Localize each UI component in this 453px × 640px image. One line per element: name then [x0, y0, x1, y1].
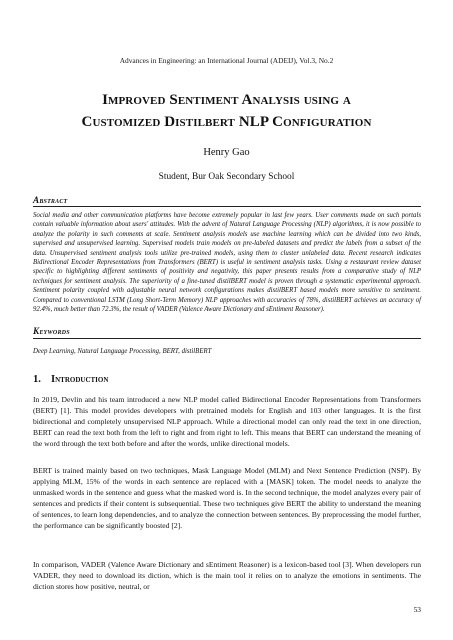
author-affiliation: Student, Bur Oak Secondary School — [158, 172, 295, 182]
paper-title — [30, 89, 423, 133]
abstract-text: Social media and other communication platforms have become extremely popular in last few years. User comments made on such portals contain valuable information about users' attitudes. With the advent of Natural Language Processing (NLP) algorithms, it is now possible to analyze the polarity in such comments at scale. Sentiment analysis models use machine learning which can be divided into two kinds, supervised and unsupervised learning. Supervised models train models on pre-labeled datasets and predict the labels from a subset of the data. Unsupervised sentiment analysis tools utilize pre-trained models, using them to cluster unlabeled data. Recent research indicates Bidirectional Encoder Representations from Transformers (BERT) is useful in sentiment analysis tasks. Using a restaurant review dataset specific to highlighting different sentiments of positivity and negativity, this paper presents results from a comparative study of NLP techniques for sentiment analysis. The superiority of a fine-tuned distilBERT model is proven through a systematic experimental approach. Sentiment polarity coupled with adjustable neural network configurations makes distilBERT based models more sensitive to sentiment. Compared to conventional LSTM (Long Short-Term Memory) NLP approaches with accuracies of 78%, distilBERT achieves an accuracy of 92.4%, much better than 72.3%, the result of VADER (Valence Aware Dictionary and sEntiment Reasoner). — [33, 212, 421, 314]
section-number: 1. — [33, 374, 41, 385]
author-name: Henry Gao — [203, 147, 250, 158]
abstract-heading: Abstract — [33, 195, 68, 205]
title-line-2: Customized Distilbert NLP Configuration — [81, 114, 372, 130]
keywords-heading: Keywords — [33, 326, 70, 336]
intro-paragraph-2: BERT is trained mainly based on two techniques, Mask Language Model (MLM) and Next Sentence Prediction (NSP). By applying MLM, 15% of the words in each sentence are replaced with a [MASK] token. The model needs to analyze the unmasked words in the sentence and guess what the masked word is. In the second technique, the model analyzes every pair of sentences and predicts if their content is subsequential. These two techniques give BERT the ability to understand the meaning of sentences, to learn long dependencies, and to analyze the connection between sentences. By preprocessing the model further, the performance can be significantly boosted [2]. — [33, 466, 421, 530]
intro-paragraph-1: In 2019, Devlin and his team introduced a new NLP model called Bidirectional Encoder Representations from Transformers (BERT) [1]. This model provides developers with pretrained models for English and 103 other languages. It is the first bidirectional and completely unsupervised NLP approach. While a directional model can only read the text in one direction, BERT can read the text both from the left to right and from right to left. This means that BERT can understand the meaning of the word through the text both before and after the words, unlike directional models. — [33, 395, 421, 448]
journal-header: Advances in Engineering: an International Journal (ADEIJ), Vol.3, No.2 — [119, 56, 334, 65]
section-title: Introduction — [51, 374, 109, 385]
page-number: 53 — [413, 605, 421, 614]
keywords-rule — [33, 338, 421, 339]
abstract-rule — [33, 206, 421, 207]
introduction-heading — [33, 374, 108, 385]
title-line-1: Improved Sentiment Analysis using a — [102, 92, 351, 108]
keywords-text: Deep Learning, Natural Language Processing, BERT, distilBERT — [33, 348, 212, 355]
intro-paragraph-3: In comparison, VADER (Valence Aware Dictionary and sEntiment Reasoner) is a lexicon-based tool [3]. When developers run VADER, they need to download its diction, which is the main tool it relies on to analyze the emotions in sentiments. The diction stores how positive, neutral, or — [33, 560, 421, 591]
